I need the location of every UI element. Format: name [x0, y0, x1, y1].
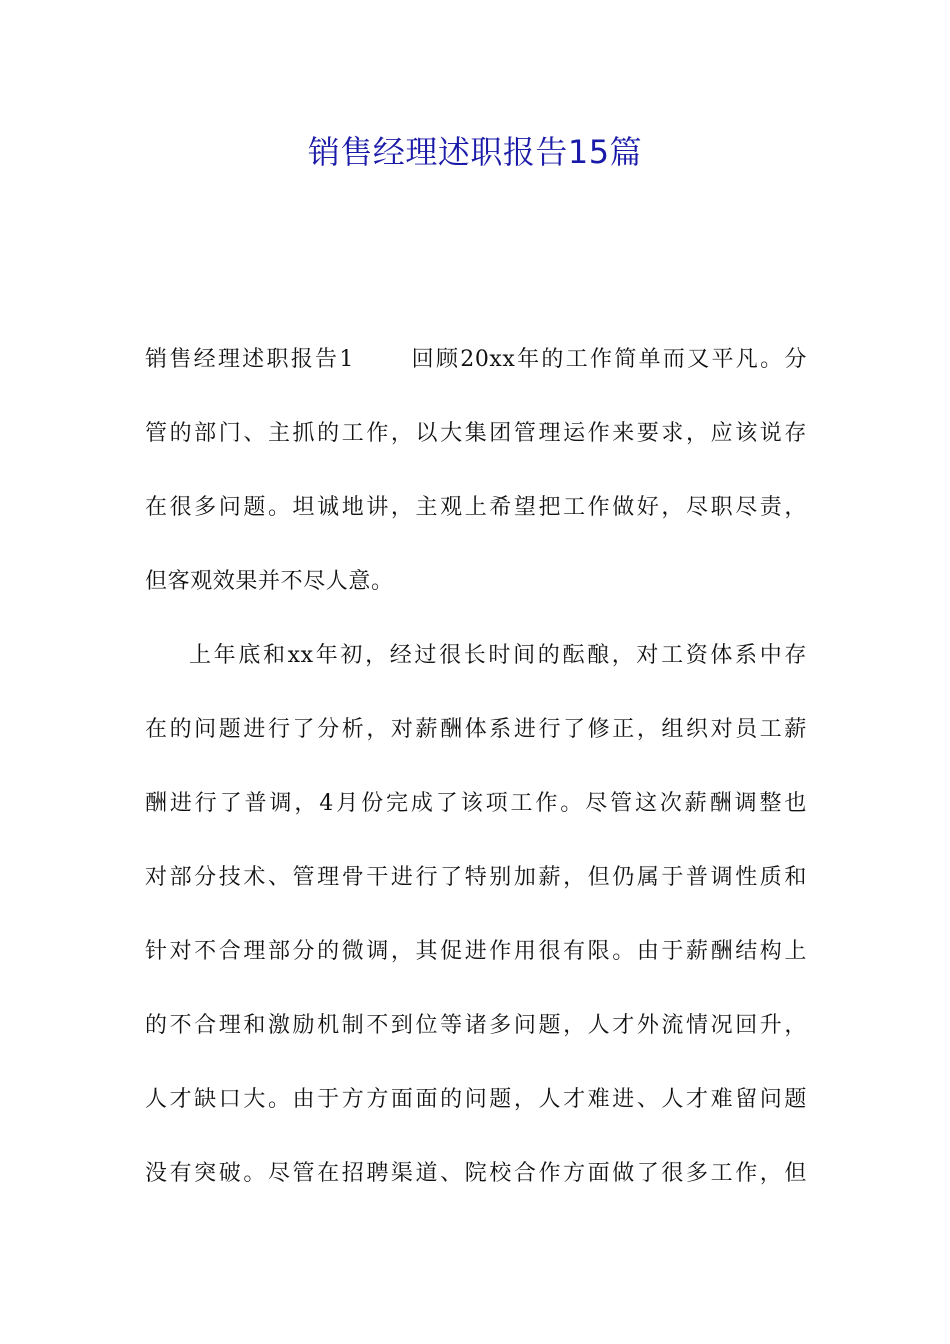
- paragraph-2-line-4: 对部分技术、管理骨干进行了特别加薪，但仍属于普调性质和: [145, 865, 807, 890]
- paragraph-2-line-6: 的不合理和激励机制不到位等诸多问题，人才外流情况回升，: [145, 1013, 807, 1038]
- paragraph-2-line-3: 酬进行了普调，4月份完成了该项工作。尽管这次薪酬调整也: [145, 791, 807, 816]
- paragraph-text: 回顾20xx年的工作简单而又平凡。分: [409, 347, 807, 372]
- paragraph-1-line-1: [145, 340, 807, 414]
- paragraph-1-line-3: 在很多问题。坦诚地讲，主观上希望把工作做好，尽职尽责，: [145, 495, 807, 520]
- paragraph-1-line-4: 但客观效果并不尽人意。: [145, 569, 394, 594]
- paragraph-2-line-2: 在的问题进行了分析，对薪酬体系进行了修正，组织对员工薪: [145, 717, 807, 742]
- paragraph-2-line-1: 上年底和xx年初，经过很长时间的酝酿，对工资体系中存: [189, 643, 807, 668]
- paragraph-2-line-5: 针对不合理部分的微调，其促进作用很有限。由于薪酬结构上: [145, 939, 807, 964]
- paragraph-1-line-2: 管的部门、主抓的工作，以大集团管理运作来要求，应该说存: [145, 421, 807, 446]
- paragraph-2-line-8: 没有突破。尽管在招聘渠道、院校合作方面做了很多工作，但: [145, 1161, 807, 1186]
- document-body: [145, 340, 807, 1228]
- document-title: 销售经理述职报告15篇: [307, 133, 643, 171]
- paragraph-2-line-7: 人才缺口大。由于方方面面的问题，人才难进、人才难留问题: [145, 1087, 807, 1112]
- section-heading: 销售经理述职报告1: [145, 347, 354, 372]
